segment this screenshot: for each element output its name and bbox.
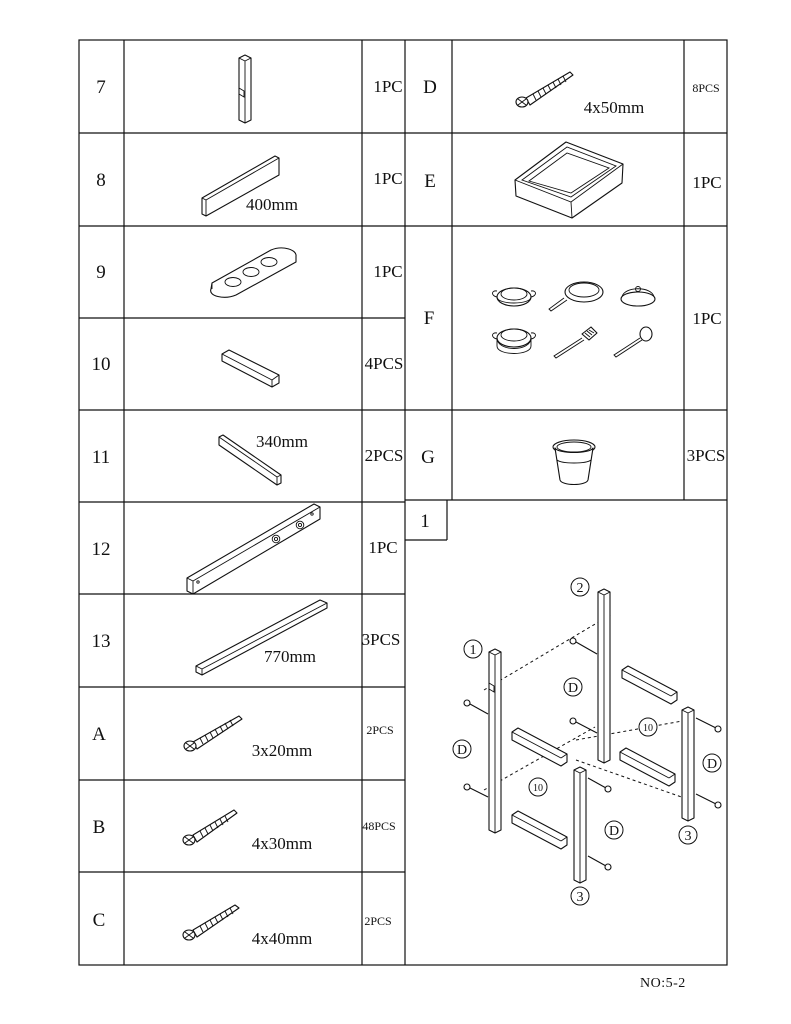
part-id-13: 13: [91, 631, 111, 652]
svg-text:10: 10: [533, 783, 543, 794]
post-2-label: [571, 578, 589, 596]
part-10-label-2: [529, 778, 547, 796]
qty-12: 1PC: [368, 538, 398, 557]
svg-text:D: D: [608, 824, 620, 839]
qty-10: 4PCS: [364, 354, 404, 373]
screw-B-drawing: [183, 810, 237, 845]
part-id-C: C: [92, 910, 106, 931]
left-part-ids: [92, 77, 111, 931]
svg-text:3: 3: [684, 829, 692, 844]
svg-text:D: D: [567, 681, 579, 696]
page-number: NO:5-2: [640, 976, 686, 991]
svg-text:3: 3: [576, 890, 584, 905]
svg-text:1: 1: [469, 643, 477, 658]
screw-C-drawing: [183, 905, 239, 940]
dim-13: 770mm: [264, 647, 316, 666]
part-id-B: B: [92, 817, 106, 838]
screw-D-label-2: [453, 740, 471, 758]
part-10-block-drawing: [222, 350, 279, 387]
step-number: 1: [420, 511, 430, 532]
screw-D-label-4: [605, 821, 623, 839]
svg-text:D: D: [706, 757, 718, 772]
part-id-7: 7: [96, 77, 106, 98]
qty-G: 3PCS: [686, 446, 726, 465]
post-1-label: [464, 640, 482, 658]
qty-E: 1PC: [692, 173, 722, 192]
part-id-E: E: [424, 171, 436, 192]
part-10-label-1: [639, 718, 657, 736]
dim-8: 400mm: [246, 195, 298, 214]
screw-D-drawing: [516, 72, 573, 107]
qty-8: 1PC: [373, 169, 403, 188]
dim-C: 4x40mm: [251, 929, 313, 948]
part-id-11: 11: [91, 447, 111, 468]
svg-text:2: 2: [576, 581, 584, 596]
svg-text:D: D: [456, 743, 468, 758]
part-id-D: D: [423, 77, 437, 98]
part-F-cookware-drawing: [493, 282, 656, 358]
qty-F: 1PC: [692, 309, 722, 328]
parts-table-grid: [79, 40, 727, 965]
qty-13: 3PCS: [361, 630, 401, 649]
screw-D-label-3: [703, 754, 721, 772]
post-3-front-label: [571, 887, 589, 905]
assembly-diagram: [453, 578, 721, 905]
left-dimension-labels: [246, 195, 316, 948]
part-G-cup-drawing: [553, 440, 595, 485]
screw-A-drawing: [184, 716, 242, 751]
part-id-12: 12: [91, 539, 111, 560]
dim-A: 3x20mm: [251, 741, 313, 760]
dim-D: 4x50mm: [583, 98, 645, 117]
dim-B: 4x30mm: [251, 834, 313, 853]
qty-D: 8PCS: [692, 81, 720, 95]
qty-9: 1PC: [373, 262, 403, 281]
part-id-9: 9: [96, 262, 106, 283]
dim-11: 340mm: [256, 432, 308, 451]
qty-B: 48PCS: [362, 819, 396, 833]
part-E-tray-drawing: [515, 142, 623, 218]
post-3-right-label: [679, 826, 697, 844]
part-id-A: A: [92, 724, 106, 745]
screw-D-label-1: [564, 678, 582, 696]
part-id-F: F: [423, 308, 435, 329]
right-part-quantities: [687, 81, 726, 465]
part-7-post-drawing: [239, 55, 251, 123]
right-part-ids: [421, 77, 437, 468]
svg-text:10: 10: [643, 723, 653, 734]
qty-C: 2PCS: [364, 914, 392, 928]
qty-11: 2PCS: [364, 446, 404, 465]
part-id-8: 8: [96, 170, 106, 191]
part-12-knob-board-drawing: [187, 504, 320, 594]
part-id-G: G: [421, 447, 435, 468]
part-9-hole-board-drawing: [211, 248, 296, 297]
qty-A: 2PCS: [366, 723, 394, 737]
part-id-10: 10: [91, 354, 111, 375]
qty-7: 1PC: [373, 77, 403, 96]
